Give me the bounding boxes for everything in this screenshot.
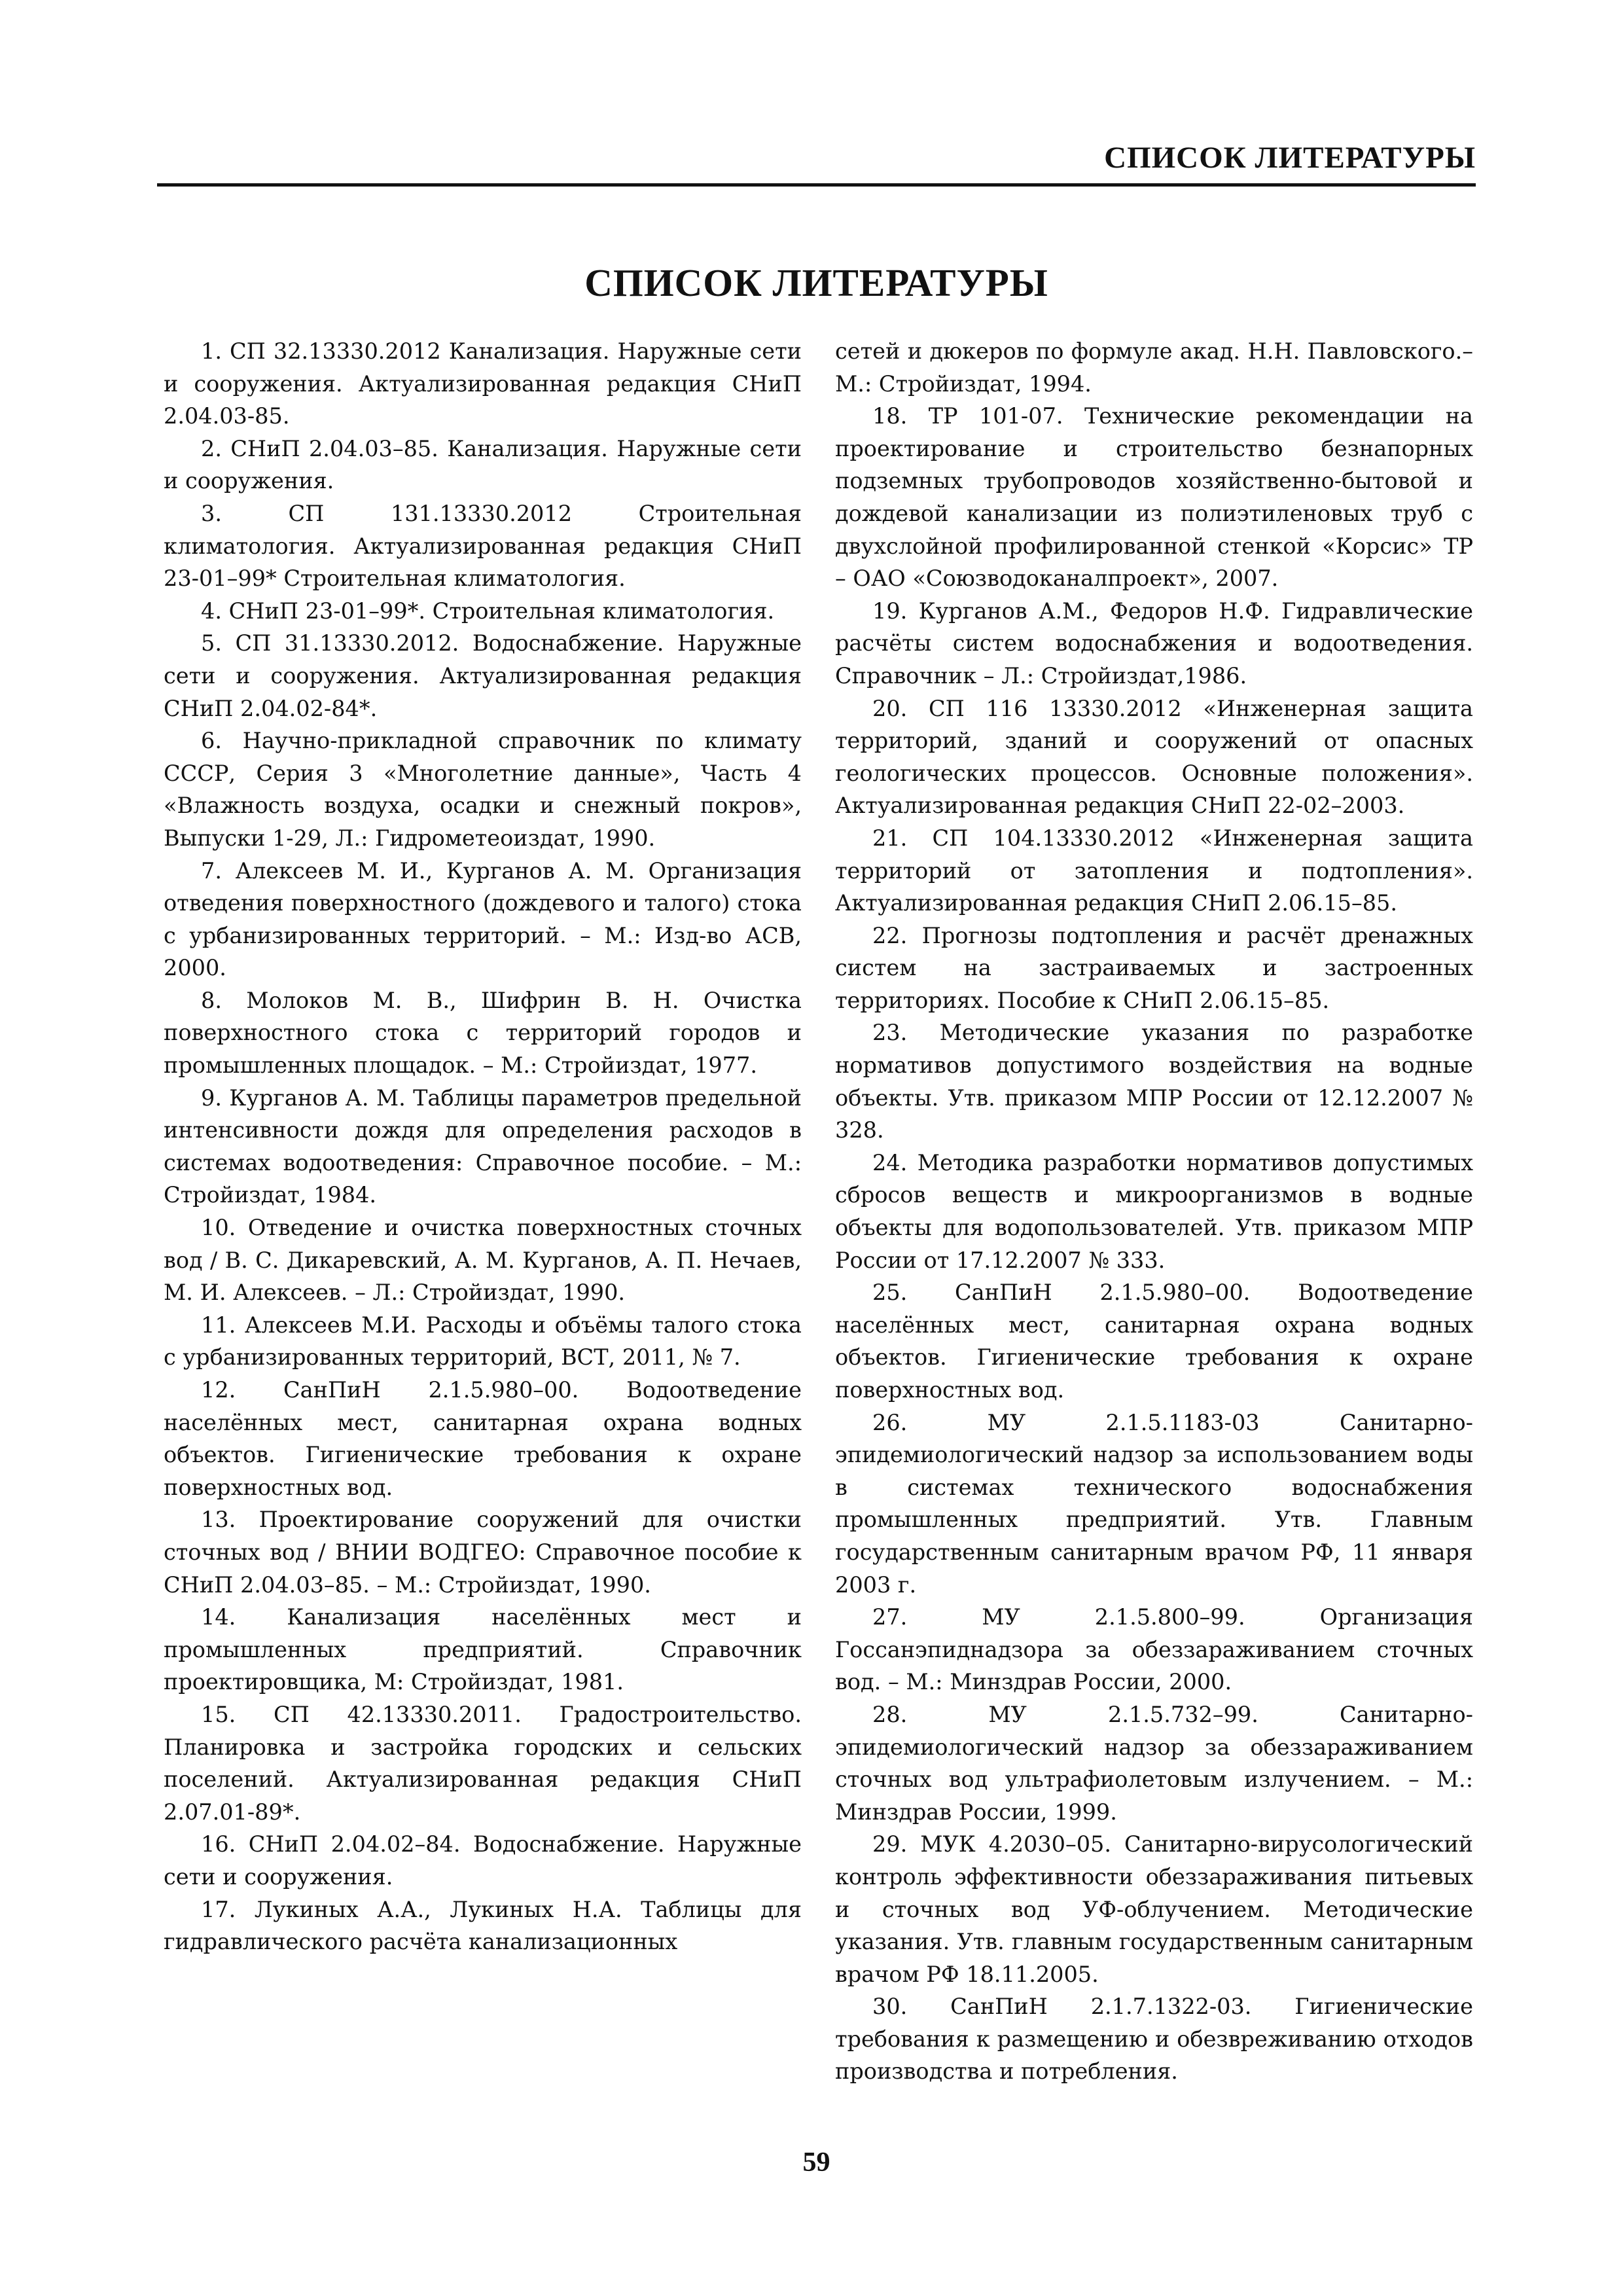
reference-item: 3. СП 131.13330.2012 Строительная климатология. Актуализированная редакция СНиП 23-01–99* Строительная климатология. [164,500,802,592]
reference-item: 14. Канализация населённых мест и промышленных предприятий. Справочник проектировщика, М: Стройиздат, 1981. [164,1604,802,1695]
reference-item: 18. ТР 101-07. Технические рекомендации на проектирование и строительство безнапорных подземных трубопроводов хозяйственно-бытовой и дождевой канализации из полиэтиленовых труб с двухслойной профилированной стенкой «Корсис» ТР – ОАО «Союзводоканалпроект», 2007. [835,403,1473,592]
running-head: СПИСОК ЛИТЕРАТУРЫ [1104,141,1476,175]
reference-item: 5. СП 31.13330.2012. Водоснабжение. Наружные сети и сооружения. Актуализированная редакция СНиП 2.04.02-84*. [164,630,802,721]
reference-item: 19. Курганов А.М., Федоров Н.Ф. Гидравлические расчёты систем водоснабжения и водоотведения. Справочник – Л.: Стройиздат,1986. [835,598,1473,689]
reference-item: 2. СНиП 2.04.03–85. Канализация. Наружные сети и сооружения. [164,435,802,494]
reference-item: 12. СанПиН 2.1.5.980–00. Водоотведение населённых мест, санитарная охрана водных объектов. Гигиенические требования к охране поверхностных вод. [164,1377,802,1500]
reference-item: 23. Методические указания по разработке нормативов допустимого воздействия на водные объекты. Утв. приказом МПР России от 12.12.2007 № 328. [835,1020,1473,1143]
reference-item: 9. Курганов А. М. Таблицы параметров предельной интенсивности дождя для определения расходов в системах водоотведения: Справочное пособие. – М.: Стройиздат, 1984. [164,1085,802,1208]
reference-item: 24. Методика разработки нормативов допустимых сбросов веществ и микроорганизмов в водные объекты для водопользователей. Утв. приказом МПР России от 17.12.2007 № 333. [835,1149,1473,1273]
left-column [164,335,802,1958]
reference-item: 22. Прогнозы подтопления и расчёт дренажных систем на застраиваемых и застроенных территориях. Пособие к СНиП 2.06.15–85. [835,922,1473,1013]
reference-item: 13. Проектирование сооружений для очистки сточных вод / ВНИИ ВОДГЕО: Справочное пособие к СНиП 2.04.03–85. – М.: Стройиздат, 1990. [164,1507,802,1598]
reference-item: 20. СП 116 13330.2012 «Инженерная защита территорий, зданий и сооружений от опасных геологических процессов. Основные положения». Актуализированная редакция СНиП 22-02–2003. [835,695,1473,819]
reference-item: 16. СНиП 2.04.02–84. Водоснабжение. Наружные сети и сооружения. [164,1831,802,1890]
reference-item: 29. МУК 4.2030–05. Санитарно-вирусологический контроль эффективности обеззараживания питьевых и сточных вод УФ-облучением. Методические указания. Утв. главным государственным санитарным врачом РФ 18.11.2005. [835,1831,1473,1987]
reference-item: 1. СП 32.13330.2012 Канализация. Наружные сети и сооружения. Актуализированная редакция СНиП 2.04.03-85. [164,338,802,429]
reference-item: 25. СанПиН 2.1.5.980–00. Водоотведение населённых мест, санитарная охрана водных объектов. Гигиенические требования к охране поверхностных вод. [835,1280,1473,1403]
reference-continuation: сетей и дюкеров по формуле акад. Н.Н. Павловского.– М.: Стройиздат, 1994. [835,338,1473,397]
page-title: СПИСОК ЛИТЕРАТУРЫ [584,261,1048,304]
reference-item: 26. МУ 2.1.5.1183-03 Санитарно-эпидемиологический надзор за использованием воды в системах технического водоснабжения промышленных предприятий. Утв. Главным государственным санитарным врачом РФ, 11 января 2003 г. [835,1409,1473,1598]
reference-item: 4. СНиП 23-01–99*. Строительная климатология. [201,598,775,624]
page-number: 59 [802,2147,830,2178]
reference-item: 27. МУ 2.1.5.800–99. Организация Госсанэпиднадзора за обеззараживанием сточных вод. – М.: Минздрав России, 2000. [835,1604,1473,1695]
reference-item: 15. СП 42.13330.2011. Градостроительство. Планировка и застройка городских и сельских поселений. Актуализированная редакция СНиП 2.07.01-89*. [164,1701,802,1825]
reference-item: 8. Молоков М. В., Шифрин В. Н. Очистка поверхностного стока с территорий городов и промышленных площадок. – М.: Стройиздат, 1977. [164,987,802,1079]
reference-item: 21. СП 104.13330.2012 «Инженерная защита территорий от затопления и подтопления». Актуализированная редакция СНиП 2.06.15–85. [835,825,1473,916]
reference-item: 11. Алексеев М.И. Расходы и объёмы талого стока с урбанизированных территорий, ВСТ, 2011, № 7. [164,1312,802,1371]
right-column [835,335,1473,2088]
reference-item: 10. Отведение и очистка поверхностных сточных вод / В. С. Дикаревский, А. М. Курганов, А. П. Нечаев, М. И. Алексеев. – Л.: Стройиздат, 1990. [164,1215,802,1306]
reference-item: 30. СанПиН 2.1.7.1322-03. Гигиенические требования к размещению и обезвреживанию отходов производства и потребления. [835,1994,1473,2085]
header-rule [157,183,1476,187]
reference-item: 28. МУ 2.1.5.732–99. Санитарно-эпидемиологический надзор за обеззараживанием сточных вод ультрафиолетовым излучением. – М.: Минздрав России, 1999. [835,1701,1473,1825]
reference-item: 7. Алексеев М. И., Курганов А. М. Организация отведения поверхностного (дождевого и талого) стока с урбанизированных территорий. – М.: Изд-во АСВ, 2000. [164,857,802,981]
reference-item: 6. Научно-прикладной справочник по климату СССР, Серия 3 «Многолетние данные», Часть 4 «Влажность воздуха, осадки и снежный покров», Выпуски 1-29, Л.: Гидрометеоиздат, 1990. [164,728,802,851]
reference-item: 17. Лукиных А.А., Лукиных Н.А. Таблицы для гидравлического расчёта канализационных [164,1896,802,1955]
